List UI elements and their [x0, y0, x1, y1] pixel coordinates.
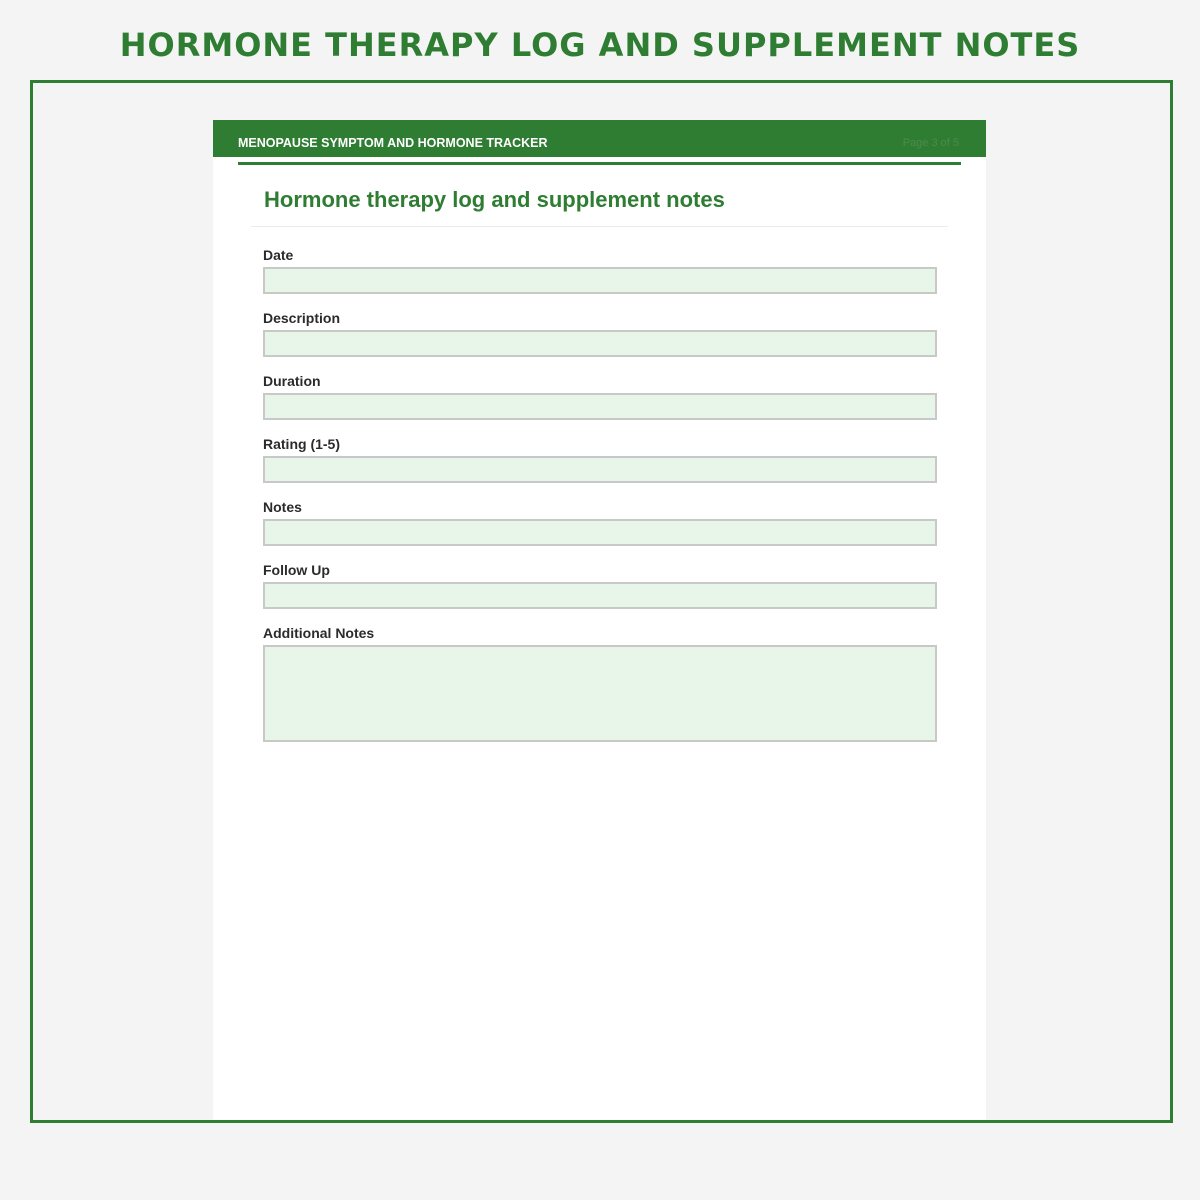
notes-label: Notes: [263, 499, 302, 515]
duration-field: [263, 373, 937, 420]
date-label: Date: [263, 247, 294, 263]
follow-up-field: [263, 562, 937, 609]
rating-label: Rating (1-5): [263, 436, 340, 452]
follow-up-input[interactable]: [263, 582, 937, 609]
rating-field: [263, 436, 937, 483]
description-field: [263, 310, 937, 357]
notes-field: [263, 499, 937, 546]
form-page: [213, 120, 986, 1120]
duration-label: Duration: [263, 373, 321, 389]
follow-up-label: Follow Up: [263, 562, 330, 578]
additional-notes-textarea[interactable]: [263, 645, 937, 742]
notes-input[interactable]: [263, 519, 937, 546]
page-header-bar: [213, 120, 986, 157]
description-input[interactable]: [263, 330, 937, 357]
page-indicator: Page 3 of 5: [902, 137, 959, 149]
rating-input[interactable]: [263, 456, 937, 483]
window-title: HORMONE THERAPY LOG AND SUPPLEMENT NOTES: [119, 26, 1081, 64]
additional-notes-field: [263, 625, 937, 742]
date-field: [263, 247, 937, 294]
duration-input[interactable]: [263, 393, 937, 420]
section-divider: [251, 226, 948, 227]
header-title: MENOPAUSE SYMPTOM AND HORMONE TRACKER: [238, 136, 548, 150]
additional-notes-label: Additional Notes: [263, 625, 375, 641]
section-title: Hormone therapy log and supplement notes: [264, 187, 725, 212]
date-input[interactable]: [263, 267, 937, 294]
description-label: Description: [263, 310, 341, 326]
header-divider: [238, 162, 961, 165]
